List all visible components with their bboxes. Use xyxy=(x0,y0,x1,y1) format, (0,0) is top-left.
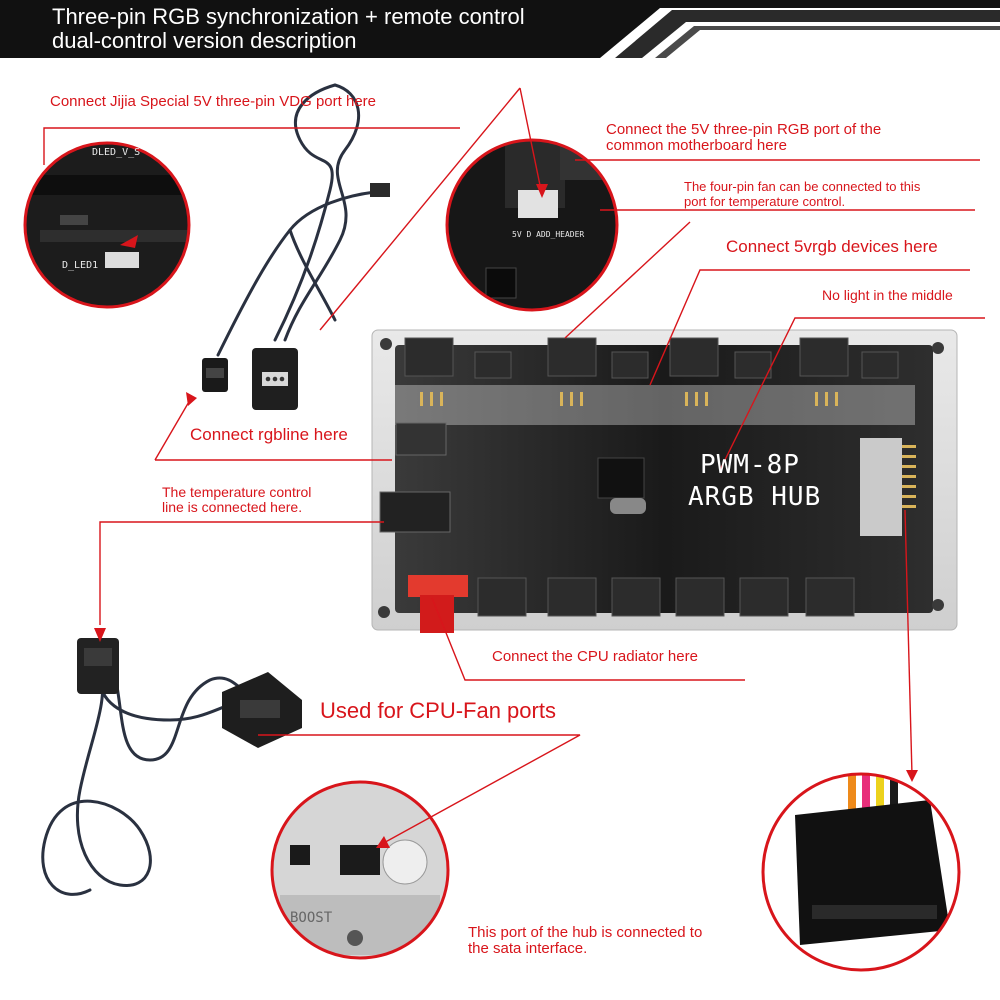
hub-label-argb: ARGB HUB xyxy=(688,482,822,512)
inset-dled-label: DLED_V_S xyxy=(92,147,141,158)
label-jijia-vdg: Connect Jijia Special 5V three-pin VDG port here xyxy=(50,93,377,110)
label-sata-line1: This port of the hub is connected to xyxy=(468,924,703,941)
label-rgb-5v-line1: Connect the 5V three-pin RGB port of the xyxy=(606,121,882,138)
argb-hub xyxy=(372,330,957,633)
label-temp-line1: The temperature control xyxy=(162,484,312,500)
rgb-cable xyxy=(218,85,375,355)
page-title-line2: dual-control version description xyxy=(52,28,357,53)
hub-label-pwm: PWM-8P xyxy=(700,450,800,480)
inset-dled1-label: D_LED1 xyxy=(62,260,99,271)
label-rgb-5v-line2: common motherboard here xyxy=(606,137,787,154)
cable-end-plug xyxy=(370,183,390,197)
label-cpu-radiator: Connect the CPU radiator here xyxy=(492,648,698,665)
label-rgb-devices: Connect 5vrgb devices here xyxy=(726,237,938,256)
label-fan-4pin-line2: port for temperature control. xyxy=(684,194,846,209)
cpu-radiator-header xyxy=(408,575,468,597)
label-no-light: No light in the middle xyxy=(822,287,953,303)
page-title-line1: Three-pin RGB synchronization + remote control xyxy=(52,4,525,29)
label-sata-line2: the sata interface. xyxy=(468,940,588,957)
label-rgbline: Connect rgbline here xyxy=(190,425,348,444)
label-fan-4pin-line1: The four-pin fan can be connected to this xyxy=(684,179,921,194)
label-temp-line2: line is connected here. xyxy=(162,499,303,515)
inset-argb-label: 5V D ADD_HEADER xyxy=(512,230,585,239)
inset-boost-label: BOOST xyxy=(290,910,333,926)
inset-sata-power xyxy=(760,760,970,980)
label-cpu-fan: Used for CPU-Fan ports xyxy=(320,698,556,723)
